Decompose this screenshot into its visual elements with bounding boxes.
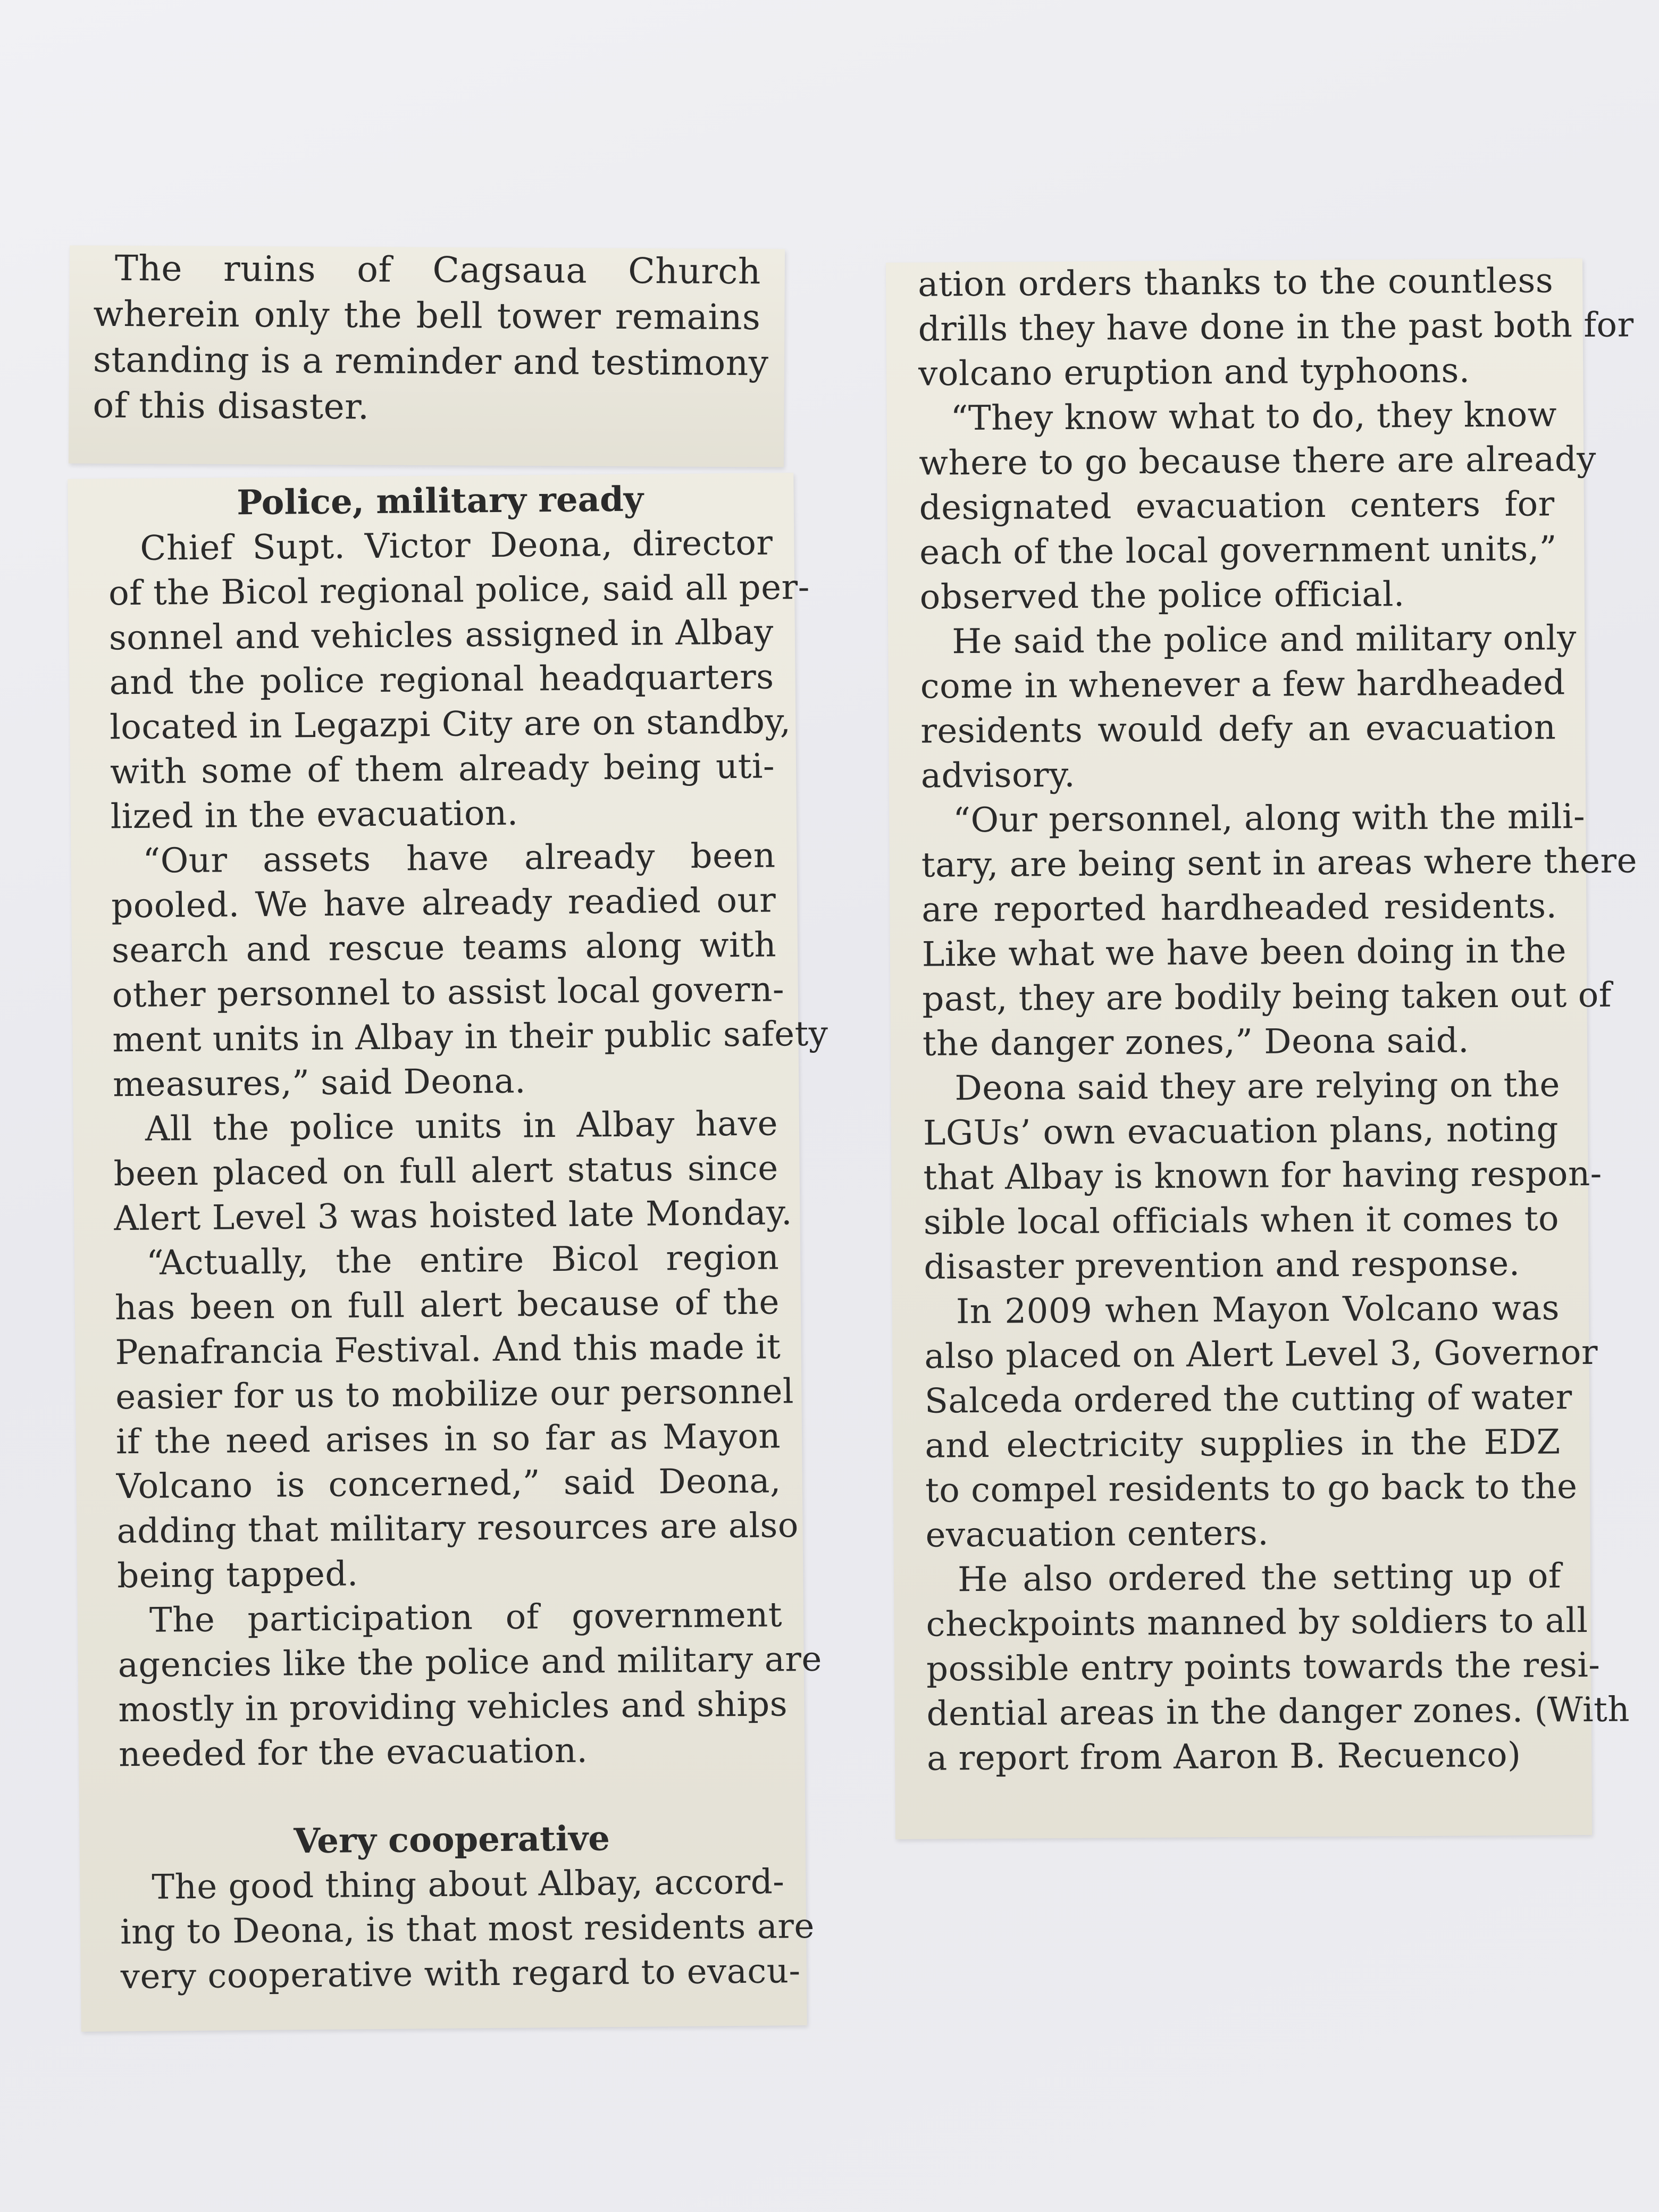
caption-line: The ruins of Cagsaua Church bbox=[114, 247, 761, 292]
article-line: other personnel to assist local govern- bbox=[112, 970, 785, 1016]
article-line: sible local officials when it comes to bbox=[923, 1199, 1560, 1243]
article-line: “Our personnel, along with the mili- bbox=[953, 797, 1586, 841]
article-line: Like what we have been doing in the bbox=[921, 931, 1567, 975]
article-line: disaster prevention and response. bbox=[924, 1244, 1520, 1287]
section-heading: Police, military ready bbox=[237, 479, 644, 523]
article-line: located in Legazpi City are on standby, bbox=[110, 702, 791, 748]
article-line: sonnel and vehicles assigned in Albay bbox=[108, 613, 774, 658]
article-line: if the need arises in so far as Mayon bbox=[115, 1417, 781, 1462]
article-line: come in whenever a few hardheaded bbox=[920, 663, 1565, 707]
article-line: past, they are bodily being taken out of bbox=[922, 975, 1612, 1019]
article-line: ment units in Albay in their public safety bbox=[112, 1014, 828, 1060]
article-line: and electricity supplies in the EDZ bbox=[925, 1422, 1561, 1466]
article-line: volcano eruption and typhoons. bbox=[918, 351, 1470, 394]
article-line: All the police units in Albay have bbox=[145, 1104, 778, 1149]
article-line: with some of them already being uti- bbox=[110, 747, 775, 792]
article-line: has been on full alert because of the bbox=[114, 1283, 780, 1328]
section-heading: Very cooperative bbox=[294, 1819, 610, 1862]
article-line: been placed on full alert status since bbox=[113, 1149, 778, 1194]
article-line: “Our assets have already been bbox=[143, 836, 776, 881]
article-line: agencies like the police and military are bbox=[118, 1639, 823, 1686]
paragraph-gap bbox=[119, 1771, 784, 1821]
article-line: the danger zones,” Deona said. bbox=[922, 1021, 1470, 1064]
article-line: tary, are being sent in areas where there bbox=[921, 841, 1638, 885]
article-line: possible entry points towards the resi- bbox=[926, 1645, 1601, 1689]
article-line: each of the local government units,” bbox=[919, 529, 1557, 573]
article-line: Chief Supt. Victor Deona, director bbox=[140, 523, 773, 568]
article-line: adding that military resources are also bbox=[116, 1506, 799, 1552]
right-column-text bbox=[917, 258, 1638, 1781]
article-line: Penafrancia Festival. And this made it bbox=[115, 1327, 781, 1373]
article-line: The good thing about Albay, accord- bbox=[152, 1862, 785, 1907]
caption-text bbox=[93, 246, 769, 432]
article-line: also placed on Alert Level 3, Governor bbox=[924, 1333, 1598, 1377]
caption-line: wherein only the bell tower remains bbox=[93, 293, 761, 338]
article-line: measures,” said Deona. bbox=[112, 1061, 526, 1105]
article-line: a report from Aaron B. Recuenco) bbox=[926, 1735, 1521, 1779]
article-line: and the police regional headquarters bbox=[109, 657, 774, 703]
right-column-clipping bbox=[886, 258, 1638, 1839]
article-line: ing to Deona, is that most residents are bbox=[120, 1906, 815, 1953]
article-line: Salceda ordered the cutting of water bbox=[924, 1378, 1572, 1421]
article-line: drills they have done in the past both for bbox=[918, 305, 1634, 349]
article-line: designated evacuation centers for bbox=[919, 484, 1555, 528]
article-line: residents would defy an evacuation bbox=[920, 708, 1556, 751]
article-line: “Actually, the entire Bicol region bbox=[146, 1238, 780, 1283]
article-line: pooled. We have already readied our bbox=[111, 881, 776, 926]
article-line: “They know what to do, they know bbox=[950, 395, 1557, 439]
article-line: In 2009 when Mayon Volcano was bbox=[956, 1288, 1560, 1332]
article-line: are reported hardheaded residents. bbox=[921, 886, 1557, 930]
article-line: very cooperative with regard to evacu- bbox=[120, 1951, 801, 1997]
article-line: where to go because there are already bbox=[919, 439, 1597, 483]
article-line: observed the police official. bbox=[919, 575, 1405, 617]
article-line: needed for the evacuation. bbox=[118, 1731, 588, 1775]
article-line: Deona said they are relying on the bbox=[954, 1065, 1561, 1109]
article-line: He said the police and military only bbox=[952, 618, 1577, 662]
caption-clipping bbox=[69, 245, 785, 467]
article-line: Volcano is concerned,” said Deona, bbox=[116, 1461, 782, 1507]
article-line: to compel residents to go back to the bbox=[925, 1467, 1578, 1511]
article-line: search and rescue teams along with bbox=[111, 925, 777, 971]
article-line: lized in the evacuation. bbox=[110, 793, 518, 837]
article-line: of the Bicol regional police, said all per- bbox=[108, 567, 810, 614]
article-line: The participation of government bbox=[149, 1595, 783, 1640]
article-line: LGUs’ own evacuation plans, noting bbox=[923, 1110, 1559, 1153]
article-line: dential areas in the danger zones. (With bbox=[926, 1690, 1630, 1734]
caption-line: of this disaster. bbox=[93, 384, 370, 428]
caption-line: standing is a reminder and testimony bbox=[93, 339, 769, 384]
article-line: checkpoints manned by soldiers to all bbox=[926, 1601, 1588, 1645]
article-line: ation orders thanks to the countless bbox=[917, 261, 1554, 305]
article-line: mostly in providing vehicles and ships bbox=[118, 1685, 788, 1730]
article-line: advisory. bbox=[920, 755, 1076, 796]
article-line: being tapped. bbox=[116, 1554, 358, 1596]
left-column-text bbox=[107, 473, 828, 1999]
article-line: evacuation centers. bbox=[925, 1513, 1269, 1555]
article-line: easier for us to mobilize our personnel bbox=[115, 1372, 794, 1418]
left-column-clipping bbox=[68, 473, 828, 2032]
article-line: Alert Level 3 was hoisted late Monday. bbox=[114, 1193, 793, 1239]
article-line: that Albay is known for having respon- bbox=[923, 1154, 1603, 1198]
article-line: He also ordered the setting up of bbox=[957, 1556, 1562, 1600]
